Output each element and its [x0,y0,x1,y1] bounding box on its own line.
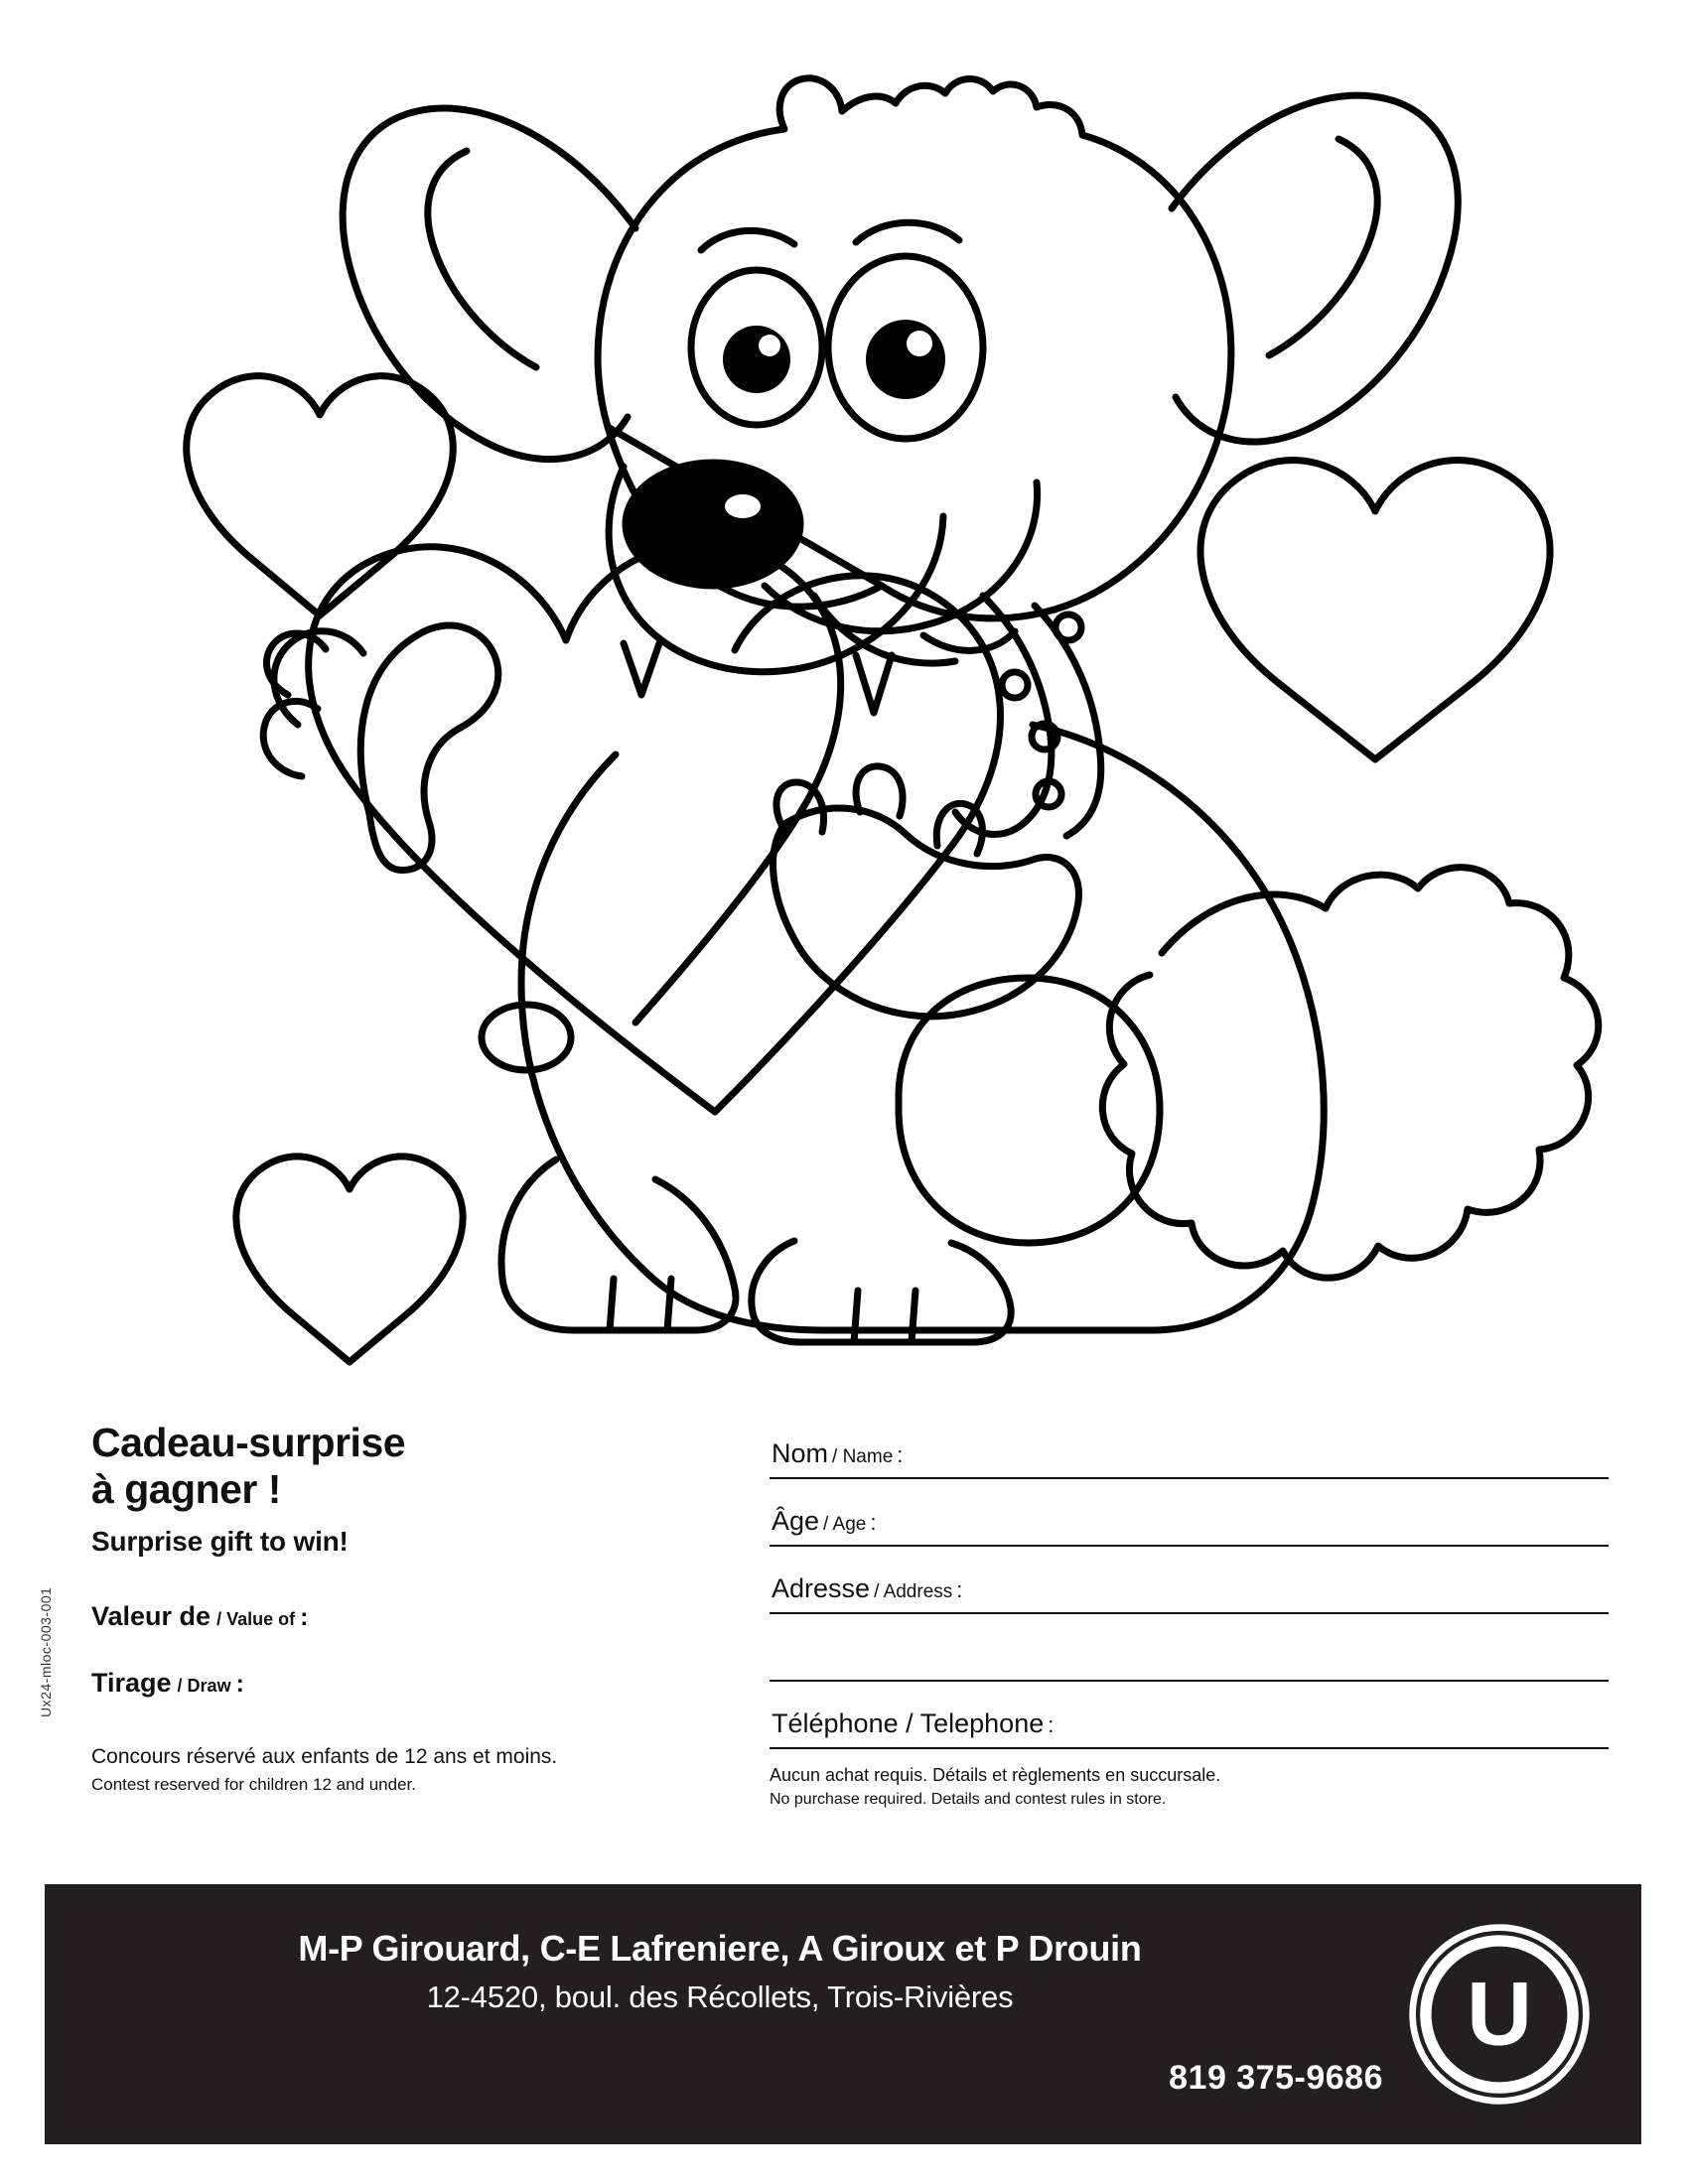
form-label-age [772,1506,877,1537]
promo-subheadline: Surprise gift to win! [91,1526,349,1558]
form-label-age-fr: Âge [772,1506,820,1536]
form-label-name [772,1438,903,1469]
form-label-phone-colon: : [1048,1712,1055,1737]
form-label-phone-fr: Téléphone / Telephone [772,1708,1045,1738]
form-label-name-en: / Name [832,1446,894,1467]
contest-rules [91,1745,707,1795]
dog-paw-right [774,766,1079,1017]
promo-text-block [91,1420,687,1699]
contest-rules-en: Contest reserved for children 12 and under. [91,1775,416,1794]
draw-label-fr: Tirage [91,1668,172,1699]
heart-right-large [1200,460,1550,759]
value-colon: : [300,1603,309,1632]
form-field-address-line-2[interactable] [770,1614,1609,1682]
footer-store-info [45,1928,1395,2015]
value-label-fr: Valeur de [91,1601,211,1632]
dog-eyes [691,222,983,439]
dog-paw-left [263,631,363,776]
uniprix-logo [1405,1920,1594,2109]
footer-phone: 819 375-9686 [1169,2059,1383,2097]
form-label-address-fr: Adresse [772,1573,871,1603]
value-label-en: / Value of [216,1609,296,1630]
form-note-en: No purchase required. Details and contest rules in store. [770,1791,1167,1808]
document-code: Ux24-mloc-003-001 [38,1586,54,1717]
form-field-name[interactable] [770,1412,1609,1479]
info-area [0,1390,1688,1906]
heart-left-large [187,376,454,615]
promo-headline-line2: à gagner ! [91,1465,281,1512]
form-note [770,1765,1609,1809]
dog-head [343,78,1458,713]
contest-rules-fr: Concours réservé aux enfants de 12 ans et moins. [91,1745,558,1768]
svg-text:U: U [1467,1963,1532,2065]
form-label-name-fr: Nom [772,1438,829,1468]
form-label-age-en: / Age [823,1514,867,1535]
dog-tail [1102,868,1598,1279]
promo-headline [91,1420,687,1512]
footer-address: 12-4520, boul. des Récollets, [426,1979,820,2014]
form-field-address[interactable] [770,1547,1609,1614]
value-row [91,1601,687,1632]
heart-bottom-left-small [236,1157,463,1362]
form-label-phone [772,1708,1054,1739]
form-field-age[interactable] [770,1479,1609,1547]
form-note-fr: Aucun achat requis. Détails et règlements en succursale. [770,1765,1221,1785]
footer-city: Trois-Rivières [827,1979,1014,2014]
form-field-phone[interactable] [770,1682,1609,1749]
form-label-address-en: / Address [874,1581,953,1602]
entry-form [770,1412,1609,1809]
draw-label-en: / Draw [177,1676,231,1697]
draw-row [91,1668,687,1699]
form-label-address-colon: : [956,1577,963,1602]
form-label-age-colon: : [870,1510,877,1535]
footer-bar [45,1884,1641,2144]
form-label-name-colon: : [897,1442,904,1467]
form-label-address [772,1573,962,1604]
draw-colon: : [235,1670,244,1699]
promo-headline-line1: Cadeau-surprise [91,1420,406,1465]
footer-owners: M-P Girouard, C-E Lafreniere, A Giroux et P Drouin [298,1928,1142,1969]
footer-address-line [45,1979,1395,2015]
